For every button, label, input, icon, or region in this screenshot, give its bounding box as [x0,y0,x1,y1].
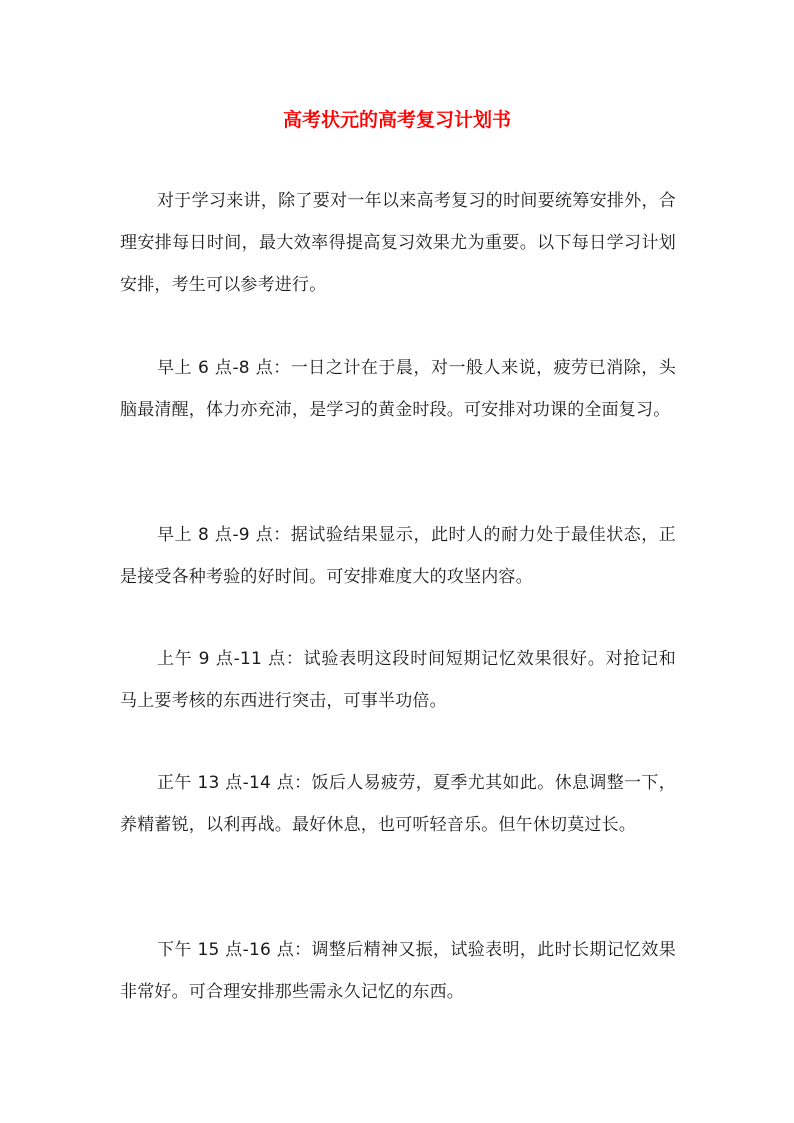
document-title: 高考状元的高考复习计划书 [282,109,511,131]
paragraph-6-8am: 早上 6 点-8 点：一日之计在于晨，对一般人来说，疲劳已消除，头脑最清醒，体力亦充沛，是学习的黄金时段。可安排对功课的全面复习。 [120,358,676,420]
paragraph-8-9am: 早上 8 点-9 点：据试验结果显示，此时人的耐力处于最佳状态，正是接受各种考验的好时间。可安排难度大的攻坚内容。 [120,525,676,587]
paragraph-13-14pm: 正午 13 点-14 点：饭后人易疲劳，夏季尤其如此。休息调整一下，养精蓄锐，以利再战。最好休息，也可听轻音乐。但午休切莫过长。 [120,773,676,835]
paragraph-15-16pm: 下午 15 点-16 点：调整后精神又振，试验表明，此时长期记忆效果非常好。可合理安排那些需永久记忆的东西。 [120,940,676,1002]
paragraph-9-11am: 上午 9 点-11 点：试验表明这段时间短期记忆效果很好。对抢记和马上要考核的东西进行突击，可事半功倍。 [120,649,676,711]
paragraph-intro: 对于学习来讲，除了要对一年以来高考复习的时间要统筹安排外，合理安排每日时间，最大效率得提高复习效果尤为重要。以下每日学习计划安排，考生可以参考进行。 [120,191,676,295]
